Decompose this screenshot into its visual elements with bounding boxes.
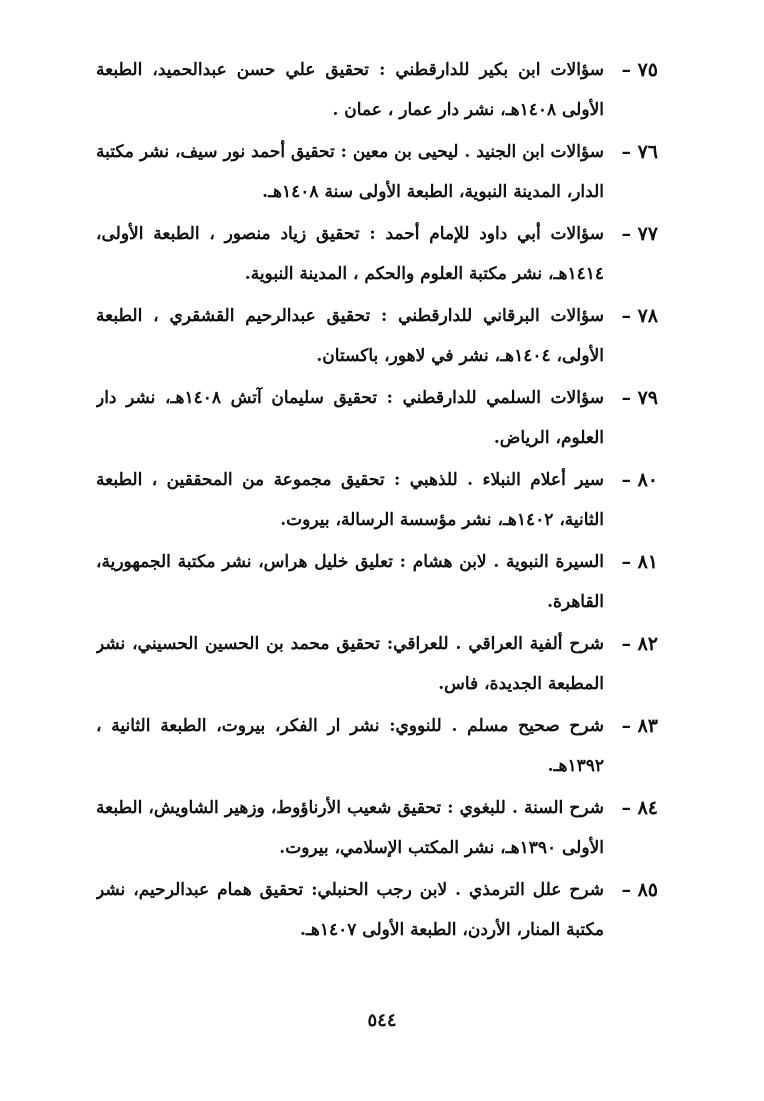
entry-text: سؤالات البرقاني للدارقطني : تحقيق عبدالرحيم القشقري ، الطبعة الأولى، ١٤٠٤هـ، نشر في لاهور، باكستان. (96, 306, 604, 366)
bibliography-entry (96, 296, 658, 378)
entry-number: ٧٧ – (621, 223, 658, 245)
entry-number: ٧٩ – (621, 387, 658, 409)
entry-number: ٨٥ – (621, 879, 658, 901)
entry-number: ٨٣ – (621, 715, 658, 737)
bibliography-entry (96, 870, 658, 952)
bibliography-entry (96, 788, 658, 870)
entry-number: ٨٢ – (621, 633, 658, 655)
entry-text: سؤالات ابن الجنيد . ليحيى بن معين : تحقيق أحمد نور سيف، نشر مكتبة الدار، المدينة النبوية، الطبعة الأولى سنة ١٤٠٨هـ. (96, 142, 604, 202)
entry-text: السيرة النبوية . لابن هشام : تعليق خليل هراس، نشر مكتبة الجمهورية، القاهرة. (96, 552, 604, 612)
bibliography-entry (96, 706, 658, 788)
entry-number: ٧٥ – (621, 59, 658, 81)
entry-text: شرح صحيح مسلم . للنووي: نشر ار الفكر، بيروت، الطبعة الثانية ، ١٣٩٢هـ. (96, 716, 604, 776)
bibliography-entry (96, 460, 658, 542)
entry-text: شرح علل الترمذي . لابن رجب الحنبلي: تحقيق همام عبدالرحيم، نشر مكتبة المنار، الأردن، الطبعة الأولى ١٤٠٧هـ. (96, 880, 604, 940)
entry-text: سؤالات أبي داود للإمام أحمد : تحقيق زياد منصور ، الطبعة الأولى، ١٤١٤هـ، نشر مكتبة العلوم والحكم ، المدينة النبوية. (96, 224, 604, 284)
entry-number: ٨٤ – (621, 797, 658, 819)
entry-number: ٧٦ – (621, 141, 658, 163)
entry-text: شرح ألفية العراقي . للعراقي: تحقيق محمد بن الحسين الحسيني، نشر المطبعة الجديدة، فاس. (96, 634, 604, 694)
bibliography-entry (96, 542, 658, 624)
page-number: ٥٤٤ (367, 1010, 397, 1031)
entry-text: سؤالات السلمي للدارقطني : تحقيق سليمان آتش ١٤٠٨هـ، نشر دار العلوم، الرياض. (96, 388, 604, 448)
entry-number: ٧٨ – (621, 305, 658, 327)
entry-number: ٨١ – (621, 551, 658, 573)
entry-text: شرح السنة . للبغوي : تحقيق شعيب الأرناؤوط، وزهير الشاويش، الطبعة الأولى ١٣٩٠هـ، نشر المكتب الإسلامي، بيروت. (96, 798, 604, 858)
bibliography-list (96, 50, 658, 952)
bibliography-entry (96, 214, 658, 296)
bibliography-entry (96, 50, 658, 132)
entry-text: سير أعلام النبلاء . للذهبي : تحقيق مجموعة من المحققين ، الطبعة الثانية، ١٤٠٢هـ، نشر مؤسسة الرسالة، بيروت. (96, 470, 604, 530)
entry-text: سؤالات ابن بكير للدارقطني : تحقيق علي حسن عبدالحميد، الطبعة الأولى ١٤٠٨هـ، نشر دار عمار ، عمان . (96, 60, 604, 120)
entry-number: ٨٠ – (621, 469, 658, 491)
bibliography-entry (96, 132, 658, 214)
bibliography-entry (96, 624, 658, 706)
bibliography-entry (96, 378, 658, 460)
